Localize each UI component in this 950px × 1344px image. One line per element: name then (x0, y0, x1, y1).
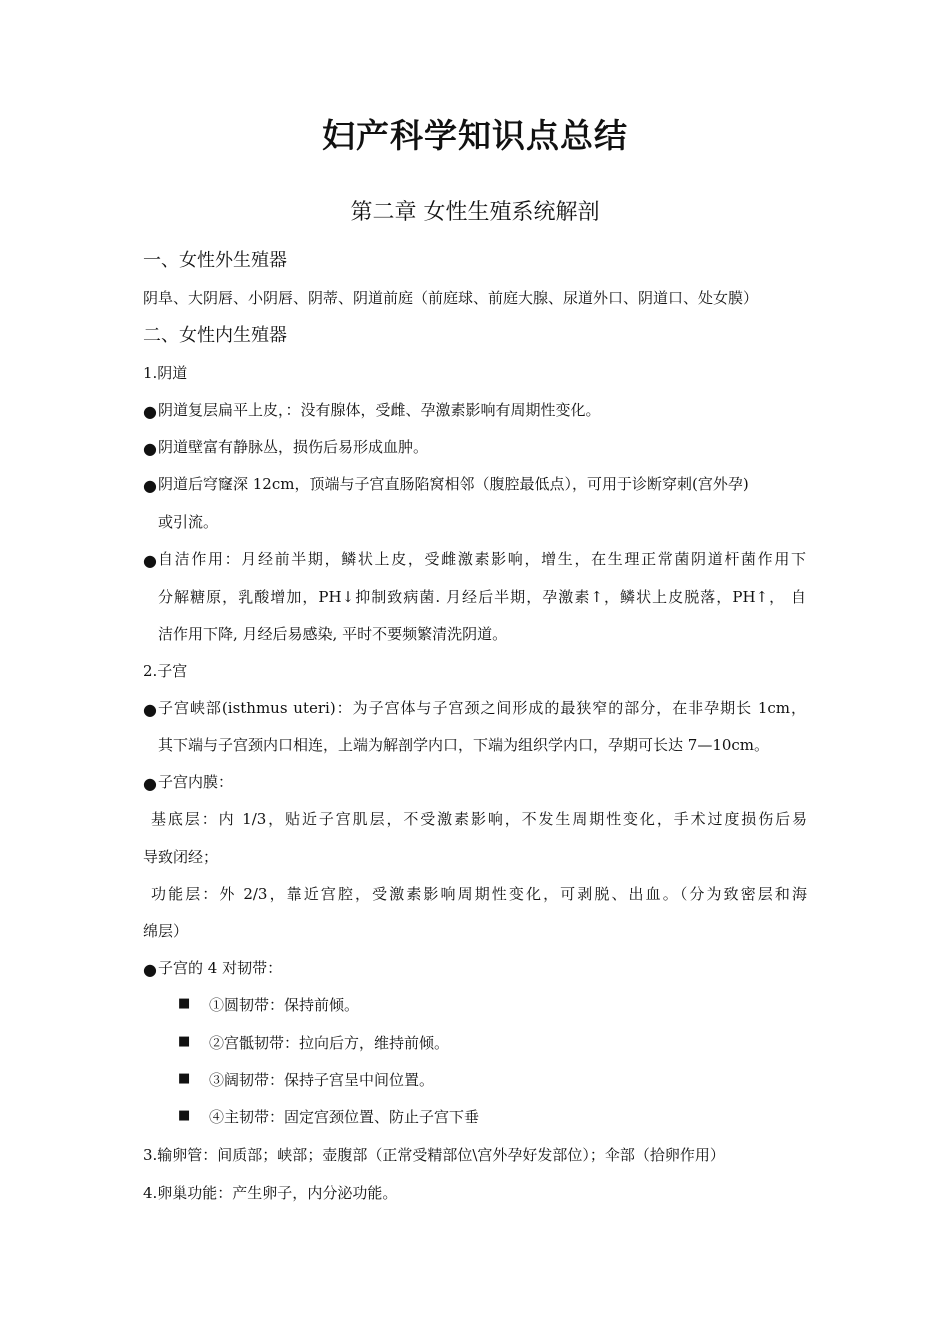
self-cleaning-text-3: 洁作用下降, 月经后易感染, 平时不要频繁清洗阴道。 (158, 625, 508, 643)
ovary-text: 4.卵巢功能：产生卵子，内分泌功能。 (143, 1184, 398, 1202)
section-heading-internal: 二、女性内生殖器 (143, 325, 287, 346)
uterus-heading: 2.子宫 (143, 662, 188, 680)
bullet-icon: ● (143, 700, 157, 719)
bullet-icon: ● (143, 402, 157, 421)
ligament-item: ③阔韧带：保持子宫呈中间位置。 (209, 1071, 435, 1089)
vagina-heading: 1.阴道 (143, 364, 188, 382)
functional-layer-text-1: 功能层：外 2/3，靠近宫腔，受激素影响周期性变化，可剥脱、出血。（分为致密层和海 (151, 885, 807, 903)
square-bullet-icon: ■ (178, 1034, 191, 1049)
isthmus-text-1: 子宫峡部(isthmus uteri)：为子宫体与子宫颈之间形成的最狭窄的部分，在非孕期长 1cm， (158, 699, 806, 717)
square-bullet-icon: ■ (178, 1071, 191, 1086)
vagina-epithelium-text: 阴道复层扁平上皮，：没有腺体，受雌、孕激素影响有周期性变化。 (158, 401, 601, 419)
vagina-wall-text: 阴道壁富有静脉丛，损伤后易形成血肿。 (158, 438, 429, 456)
posterior-fornix-text-1: 阴道后穹窿深 12cm，顶端与子宫直肠陷窝相邻（腹腔最低点），可用于诊断穿刺(宫外孕) (158, 475, 749, 493)
basal-layer-text-2: 导致闭经； (143, 848, 219, 866)
self-cleaning-text-1: 自洁作用：月经前半期，鳞状上皮，受雌激素影响，增生，在生理正常菌阴道杆菌作用下 (158, 550, 806, 568)
ligaments-heading: 子宫的 4 对韧带： (158, 959, 283, 977)
posterior-fornix-text-2: 或引流。 (158, 513, 219, 531)
bullet-icon: ● (143, 774, 157, 793)
functional-layer-text-2: 绵层） (143, 922, 189, 940)
document-title: 妇产科学知识点总结 (322, 116, 628, 155)
bullet-icon: ● (143, 476, 157, 495)
square-bullet-icon: ■ (178, 996, 191, 1011)
square-bullet-icon: ■ (178, 1108, 191, 1123)
ligament-item: ②宫骶韧带：拉向后方，维持前倾。 (209, 1034, 450, 1052)
self-cleaning-text-2: 分解糖原，乳酸增加，PH↓抑制致病菌. 月经后半期，孕激素↑，鳞状上皮脱落，PH↑， 自 (158, 588, 806, 606)
external-organs-text: 阴阜、大阴唇、小阴唇、阴蒂、阴道前庭（前庭球、前庭大腺、尿道外口、阴道口、处女膜） (143, 289, 759, 307)
fallopian-tube-text: 3.输卵管：间质部；峡部；壶腹部（正常受精部位\宫外孕好发部位）；伞部（拾卵作用） (143, 1146, 725, 1164)
ligament-item: ④主韧带：固定宫颈位置、防止子宫下垂 (209, 1108, 480, 1126)
chapter-heading: 第二章 女性生殖系统解剖 (350, 200, 600, 225)
section-heading-external: 一、女性外生殖器 (143, 250, 287, 271)
ligament-item: ①圆韧带：保持前倾。 (209, 996, 360, 1014)
endometrium-heading: 子宫内膜： (158, 773, 234, 791)
bullet-icon: ● (143, 551, 157, 570)
bullet-icon: ● (143, 439, 157, 458)
bullet-icon: ● (143, 960, 157, 979)
isthmus-text-2: 其下端与子宫颈内口相连，上端为解剖学内口，下端为组织学内口，孕期可长达 7—10cm。 (158, 736, 770, 754)
basal-layer-text-1: 基底层：内 1/3，贴近子宫肌层，不受激素影响，不发生周期性变化，手术过度损伤后易 (151, 810, 807, 828)
